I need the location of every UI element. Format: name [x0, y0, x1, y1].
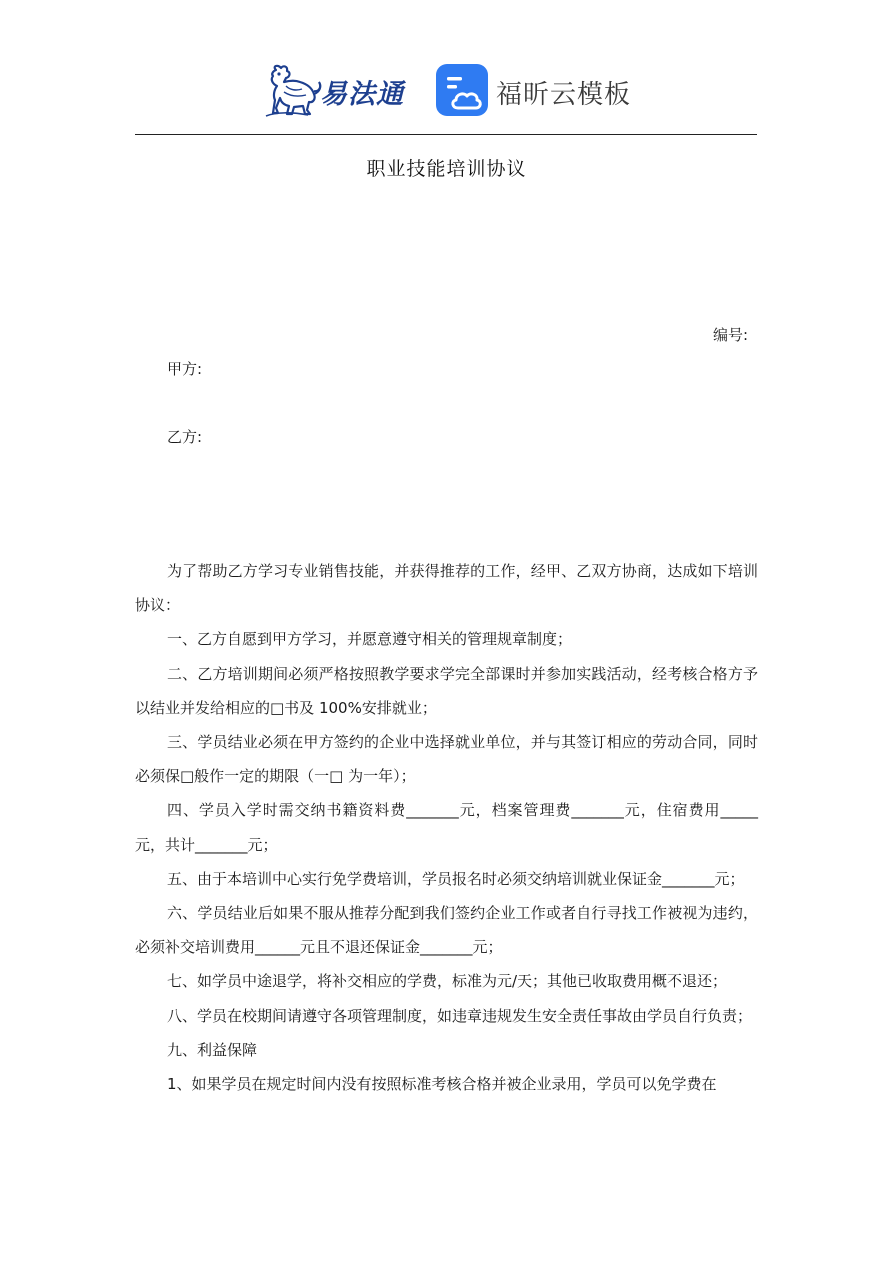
clause-9-heading: 九、利益保障 — [167, 1040, 258, 1059]
foxit-template-logo-text: 福昕云模板 — [496, 80, 632, 110]
party-a-label: 甲方: — [167, 360, 203, 378]
header-divider — [135, 134, 757, 135]
yifatong-logo-text: 易法通 — [320, 79, 404, 110]
clause-2: 二、乙方培训期间必须严格按照教学要求学完全部课时并参加实践活动，经考核合格方予以结业并发给相应的□书及 100%安排就业； — [135, 664, 758, 717]
foxit-template-logo — [436, 64, 646, 118]
qilin-mascot-icon — [262, 62, 324, 118]
clause-4: 四、学员入学时需交纳书籍资料费_______元，档案管理费_______元，住宿费用_____元，共计_______元； — [135, 801, 758, 854]
clause-9-item-1: 1、如果学员在规定时间内没有按照标准考核合格并被企业录用，学员可以免学费在 — [167, 1075, 717, 1094]
clause-8: 八、学员在校期间请遵守各项管理制度，如违章违规发生安全责任事故由学员自行负责； — [167, 1006, 753, 1025]
yifatong-logo — [262, 62, 412, 118]
clause-6: 六、学员结业后如果不服从推荐分配到我们签约企业工作或者自行寻找工作被视为违约，必须补交培训费用______元且不退还保证金_______元； — [135, 904, 758, 957]
clause-1: 一、乙方自愿到甲方学习，并愿意遵守相关的管理规章制度； — [167, 630, 573, 649]
clause-3: 三、学员结业必须在甲方签约的企业中选择就业单位，并与其签订相应的劳动合同，同时必须保□般作一定的期限（一□ 为一年）； — [135, 733, 758, 786]
foxit-cloud-document-icon — [436, 64, 488, 116]
clause-5: 五、由于本培训中心实行免学费培训，学员报名时必须交纳培训就业保证金_______元； — [167, 869, 745, 888]
document-number-label: 编号: — [712, 326, 748, 344]
party-b-label: 乙方: — [167, 428, 203, 446]
agreement-body — [135, 554, 758, 1101]
intro-paragraph: 为了帮助乙方学习专业销售技能，并获得推荐的工作，经甲、乙双方协商，达成如下培训协议： — [135, 562, 758, 615]
page-header — [0, 56, 893, 126]
clause-7: 七、如学员中途退学，将补交相应的学费，标准为元/天；其他已收取费用概不退还； — [167, 972, 728, 991]
document-title: 职业技能培训协议 — [366, 158, 527, 180]
